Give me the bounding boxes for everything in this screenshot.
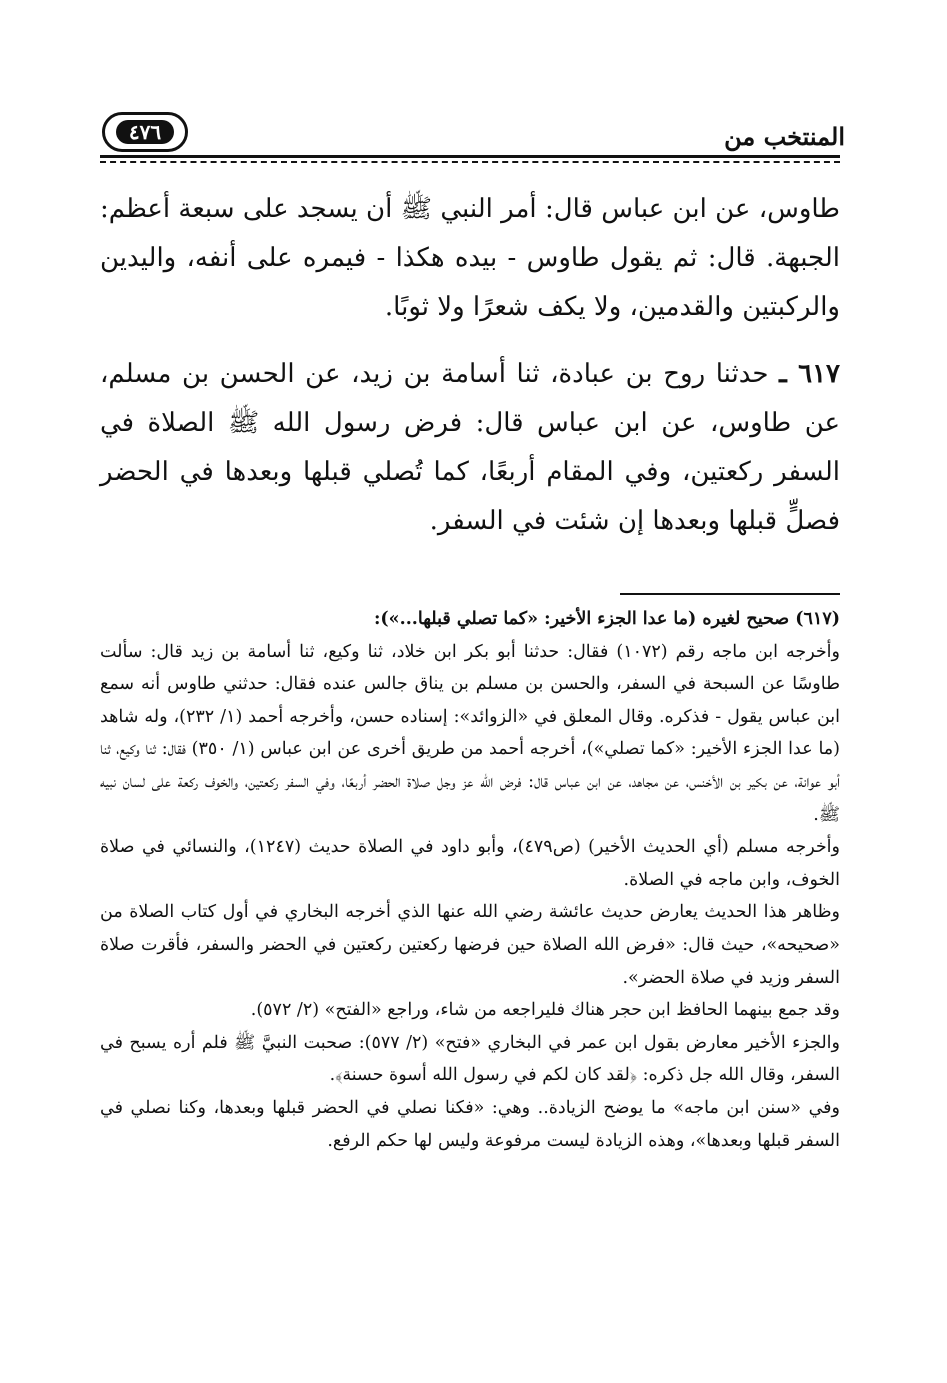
hadith-text: حدثنا روح بن عبادة، ثنا أسامة بن زيد، عن الحسن بن مسلم، عن طاوس، عن ابن عباس قال: فرض رسول الله ﷺ الصلاة في السفر ركعتين، وفي المقام أربعًا، كما تُصلي قبلها وبعدها في الحضر فصلٍّ قبلها وبعدها إن شئت في السفر.	[100, 359, 840, 536]
main-text	[100, 185, 840, 546]
footnote-line: وقد جمع بينهما الحافظ ابن حجر هناك فليراجعه من شاء، وراجع «الفتح» (٢/ ٥٧٢).	[250, 1000, 840, 1021]
hadith-paragraph	[100, 350, 840, 546]
page-header	[100, 108, 845, 158]
page-number-badge	[102, 112, 188, 152]
paragraph-continuation: طاوس، عن ابن عباس قال: أمر النبي ﷺ أن يسجد على سبعة أعظم: الجبهة. قال: ثم يقول طاوس - بيده هكذا - فيمره على أنفه، واليدين والركبتين والقدمين، ولا يكف شعرًا ولا ثوبًا.	[100, 194, 840, 322]
footnote-heading: (٦١٧) صحيح لغيره (ما عدا الجزء الأخير: «كما تصلي قبلها...»):	[373, 609, 840, 629]
header-rule-dashed	[100, 161, 840, 163]
footnote-separator	[620, 593, 840, 595]
footnote-line: وفي «سنن ابن ماجه» ما يوضح الزيادة.. وهي: «فكنا نصلي في الحضر قبلها وبعدها، وكنا نصلي في السفر قبلها وبعدها»، وهذه الزيادة ليست مرفوعة وليس لها حكم الرفع.	[100, 1097, 840, 1151]
footnotes	[100, 603, 840, 1157]
footnote-line: والجزء الأخير معارض بقول ابن عمر في البخاري «فتح» (٢/ ٥٧٧): صحبت النبيَّ ﷺ فلم أره يسبح في السفر، وقال الله جل ذكره: ﴿لقد كان لكم في رسول الله أسوة حسنة﴾.	[100, 1032, 840, 1086]
footnote-line: وأخرجه مسلم (أي الحديث الأخير) (ص٤٧٩)، وأبو داود في الصلاة حديث (١٢٤٧)، والنسائي في صلاة الخوف، وابن ماجه في الصلاة.	[100, 837, 840, 890]
footnote-line: وظاهر هذا الحديث يعارض حديث عائشة رضي الله عنها الذي أخرجه البخاري في أول كتاب الصلاة من «صحيحه»، حيث قال: «فرض الله الصلاة حين فرضها ركعتين ركعتين في الحضر والسفر، فأقرت صلاة السفر وزيد في صلاة الحضر».	[100, 902, 840, 988]
footnote-line: وأخرجه ابن ماجه رقم (١٠٧٢) فقال: حدثنا أبو بكر ابن خلاد، ثنا وكيع، ثنا أسامة بن زيد قال: سألت طاوسًا عن السبحة في السفر، والحسن بن مسلم بن يناق جالس عنده فقال: حدثني طاوس أنه سمع ابن عباس يقول - فذكره. وقال المعلق في «الزوائد»: إسناده حسن، وأخرجه أحمد (١/ ٢٣٢)، وله شاهد (ما عدا الجزء الأخير: «كما تصلي»)، أخرجه أحمد من طريق أخرى عن ابن عباس (١/ ٣٥٠) فقال: ثنا وكيع، ثنا أبو عوانة، عن بكير بن الأخنس، عن مجاهد، عن ابن عباس قال: فرض الله عز وجل صلاة الحضر أربعًا، وفي السفر ركعتين، والخوف ركعة على لسان نبيه ﷺ.	[100, 641, 840, 825]
header-rule	[100, 155, 840, 158]
hadith-number: ٦١٧ ـ	[779, 359, 841, 389]
book-title: المنتخب من	[724, 122, 845, 151]
page-number: ٤٧٦	[116, 120, 174, 144]
